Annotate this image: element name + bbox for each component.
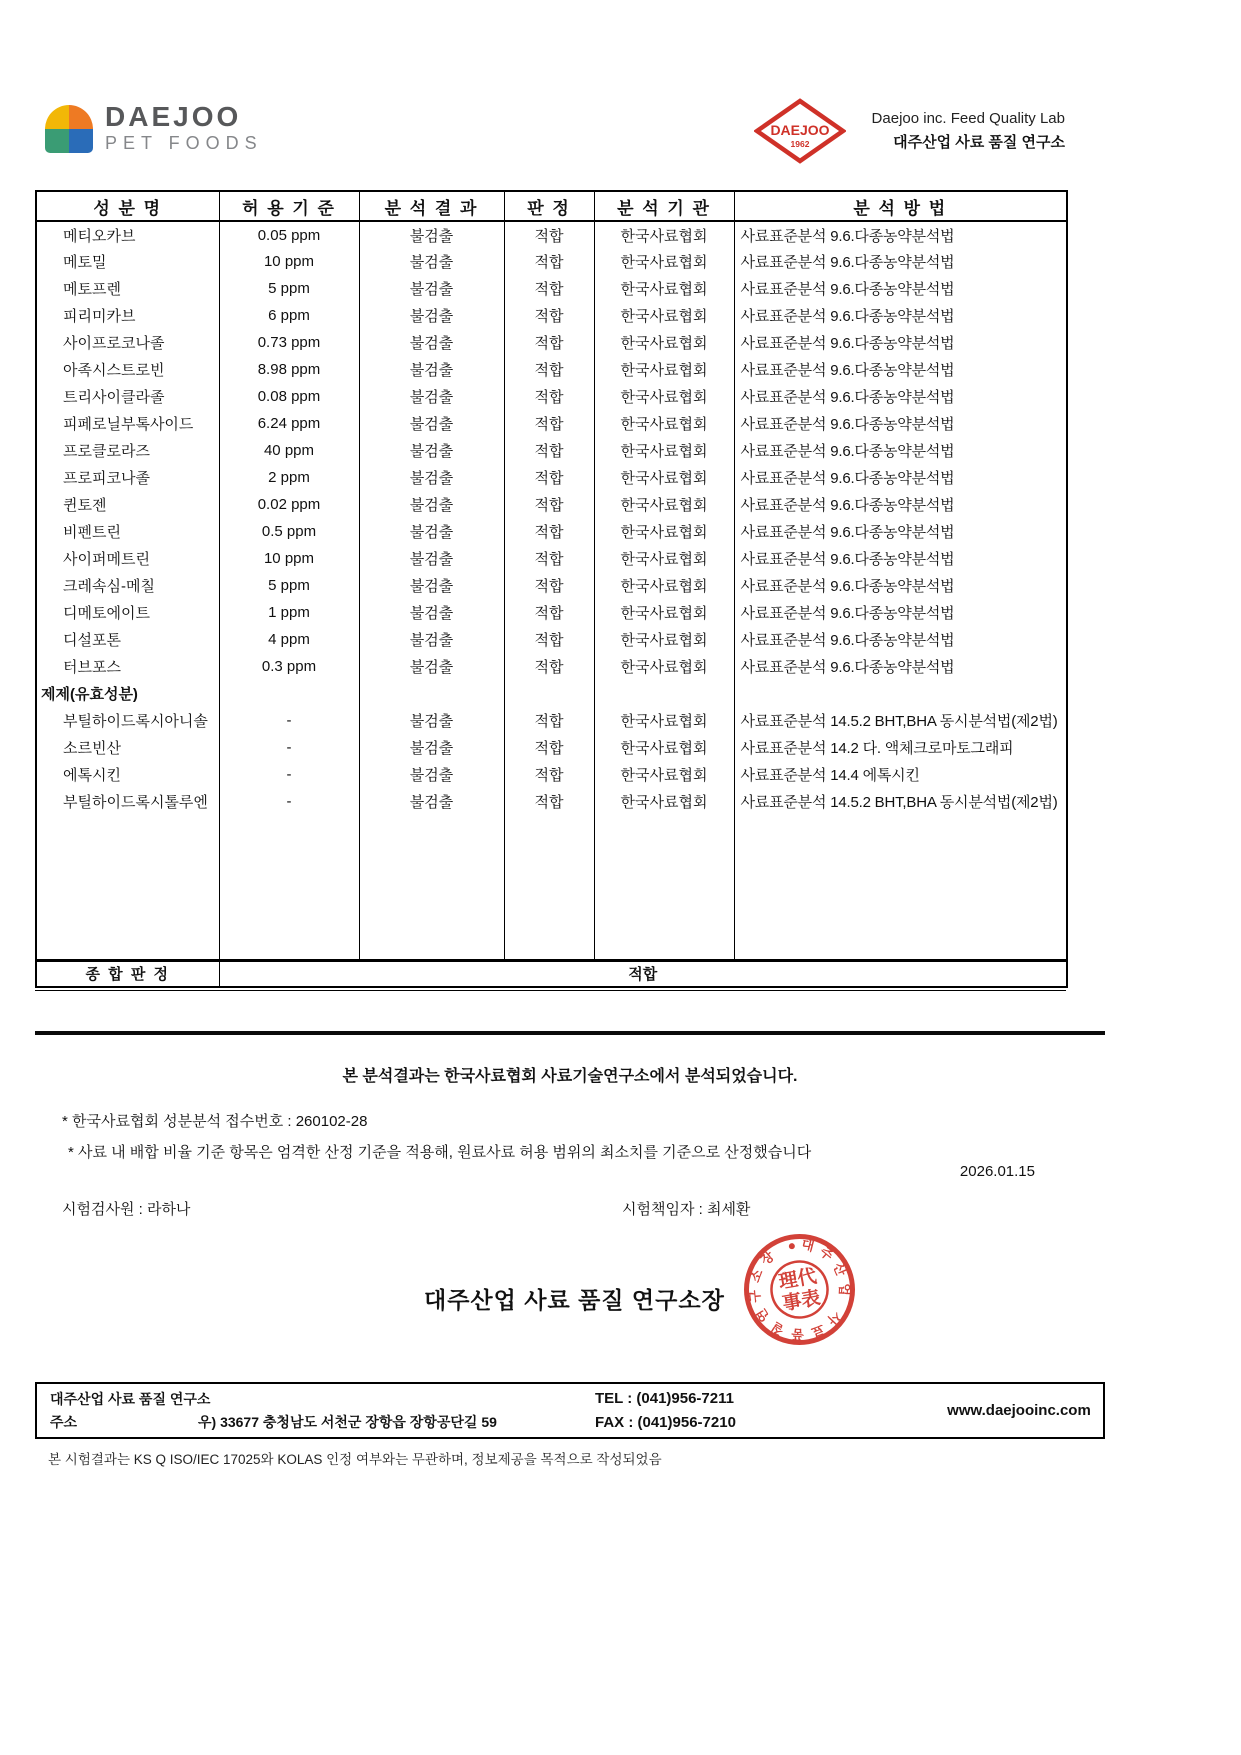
brand-name: DAEJOO [105,101,242,132]
empty-cell [504,815,594,960]
address-value: 우) 33677 충청남도 서천군 장항읍 장항공단길 59 [198,1414,497,1431]
method-value: 사료표준분석 9.6.다종농약분석법 [734,491,1067,518]
judgment-value: 적합 [504,545,594,572]
result-value: 불검출 [359,329,504,356]
footer-disclaimer: 본 시험결과는 KS Q ISO/IEC 17025와 KOLAS 인정 여부와는 무관하며, 정보제공을 목적으로 작성되었음 [48,1452,662,1467]
method-value: 사료표준분석 9.6.다종농약분석법 [734,518,1067,545]
limit-value: 5 ppm [219,572,359,599]
limit-value: 0.73 ppm [219,329,359,356]
agency-value: 한국사료협회 [594,491,734,518]
judgment-value: 적합 [504,491,594,518]
result-value: 불검출 [359,761,504,788]
note-reception-number: * 한국사료협회 성분분석 접수번호 : 260102-28 [62,1113,368,1130]
method-value: 사료표준분석 14.5.2 BHT,BHA 동시분석법(제2법) [734,788,1067,815]
header-agency: 분 석 기 관 [594,191,734,221]
seal-year-text: 1962 [790,139,810,149]
limit-value: 0.02 ppm [219,491,359,518]
empty-cell [734,680,1067,707]
analysis-table-body [36,221,1067,960]
header-row [36,191,1067,221]
limit-value: 2 ppm [219,464,359,491]
table-header [36,191,1067,221]
section-divider [35,1031,1105,1035]
judgment-value: 적합 [504,383,594,410]
note-criteria: * 사료 내 배합 비율 기준 항목은 엄격한 산정 기준을 적용해, 원료사료 허용 범위의 최소치를 기준으로 산정했습니다 [68,1144,812,1161]
limit-value: - [219,707,359,734]
limit-value: 4 ppm [219,626,359,653]
summary-row [36,960,1067,987]
seal-brand-text: DAEJOO [769,122,830,138]
method-value: 사료표준분석 14.5.2 BHT,BHA 동시분석법(제2법) [734,707,1067,734]
result-value: 불검출 [359,248,504,275]
result-value: 불검출 [359,707,504,734]
judgment-value: 적합 [504,464,594,491]
analysis-note: 본 분석결과는 한국사료협회 사료기술연구소에서 분석되었습니다. [342,1068,798,1085]
judgment-value: 적합 [504,518,594,545]
method-value: 사료표준분석 9.6.다종농약분석법 [734,275,1067,302]
judgment-value: 적합 [504,275,594,302]
footer-company: 대주산업 사료 품질 연구소 [50,1390,211,1407]
petfoods-logo-icon [45,105,93,153]
header-result: 분 석 결 과 [359,191,504,221]
component-name: 아족시스트로빈 [63,362,165,379]
summary-value: 적합 [219,960,1067,987]
component-name: 메토프렌 [63,281,121,298]
agency-value: 한국사료협회 [594,275,734,302]
logo-quadrant-green [45,129,69,153]
stamp-top-dot [788,1243,795,1250]
component-name: 피리미카브 [63,308,136,325]
footer-address [50,1412,595,1432]
method-value: 사료표준분석 9.6.다종농약분석법 [734,653,1067,680]
method-value: 사료표준분석 9.6.다종농약분석법 [734,329,1067,356]
result-value: 불검출 [359,491,504,518]
component-name: 메티오카브 [63,227,136,245]
judgment-value: 적합 [504,356,594,383]
table-underline [35,990,1066,991]
agency-value: 한국사료협회 [594,572,734,599]
result-value: 불검출 [359,599,504,626]
judgment-value: 적합 [504,221,594,248]
stamp-inner-line1: 理代 [777,1266,819,1294]
method-value: 사료표준분석 9.6.다종농약분석법 [734,437,1067,464]
lab-names [872,107,1065,155]
header-method: 분 석 방 법 [734,191,1067,221]
official-stamp-icon [733,1223,866,1356]
method-value: 사료표준분석 9.6.다종농약분석법 [734,302,1067,329]
empty-cell [594,680,734,707]
header-component: 성 분 명 [36,191,219,221]
empty-cell [359,680,504,707]
agency-value: 한국사료협회 [594,410,734,437]
empty-cell [219,680,359,707]
method-value: 사료표준분석 9.6.다종농약분석법 [734,221,1067,248]
result-value: 불검출 [359,410,504,437]
component-name: 프로피코나졸 [63,470,150,487]
header-limit: 허 용 기 준 [219,191,359,221]
judgment-value: 적합 [504,734,594,761]
footer-contact-box [35,1382,1105,1439]
component-name: 부틸하이드록시톨루엔 [63,794,208,811]
component-name: 사이프로코나졸 [63,335,165,352]
result-value: 불검출 [359,653,504,680]
lab-name-english: Daejoo inc. Feed Quality Lab [871,110,1065,127]
agency-value: 한국사료협회 [594,734,734,761]
method-value: 사료표준분석 9.6.다종농약분석법 [734,572,1067,599]
table-row [36,410,1067,437]
table-row [36,734,1067,761]
method-value: 사료표준분석 9.6.다종농약분석법 [734,248,1067,275]
limit-value: 6.24 ppm [219,410,359,437]
section-title: 제제(유효성분) [41,686,138,703]
result-value: 불검출 [359,302,504,329]
agency-value: 한국사료협회 [594,707,734,734]
judgment-value: 적합 [504,653,594,680]
method-value: 사료표준분석 9.6.다종농약분석법 [734,599,1067,626]
stamp-inner-line2: 事表 [781,1287,823,1315]
brand-text [105,103,263,155]
method-value: 사료표준분석 9.6.다종농약분석법 [734,383,1067,410]
table-row [36,572,1067,599]
agency-value: 한국사료협회 [594,545,734,572]
agency-value: 한국사료협회 [594,788,734,815]
table-row [36,518,1067,545]
result-value: 불검출 [359,545,504,572]
agency-value: 한국사료협회 [594,653,734,680]
empty-cell [504,680,594,707]
component-name: 크레속심-메칠 [63,578,155,595]
limit-value: 0.08 ppm [219,383,359,410]
section-row [36,680,1067,707]
judgment-value: 적합 [504,572,594,599]
limit-value: - [219,761,359,788]
component-name: 비펜트린 [63,524,121,541]
component-name: 트리사이클라졸 [63,389,165,406]
limit-value: 10 ppm [219,248,359,275]
result-value: 불검출 [359,464,504,491]
component-name: 사이퍼메트린 [63,551,150,568]
component-name: 퀸토젠 [63,497,107,514]
agency-value: 한국사료협회 [594,356,734,383]
component-name: 소르빈산 [63,740,121,757]
method-value: 사료표준분석 9.6.다종농약분석법 [734,545,1067,572]
result-value: 불검출 [359,626,504,653]
result-value: 불검출 [359,788,504,815]
table-row [36,302,1067,329]
agency-value: 한국사료협회 [594,248,734,275]
analysis-table-wrap [35,190,1066,991]
limit-value: 0.5 ppm [219,518,359,545]
method-value: 사료표준분석 9.6.다종농약분석법 [734,356,1067,383]
limit-value: 8.98 ppm [219,356,359,383]
lab-name-korean: 대주산업 사료 품질 연구소 [893,134,1065,151]
summary-label: 종 합 판 정 [36,960,219,987]
judgment-value: 적합 [504,626,594,653]
result-value: 불검출 [359,356,504,383]
table-row [36,383,1067,410]
table-row [36,653,1067,680]
component-name: 디메토에이트 [63,605,150,622]
component-name: 피페로닐부톡사이드 [63,416,194,433]
empty-cell [594,815,734,960]
component-name: 메토밀 [63,254,107,271]
manager-name: 시험책임자 : 최세환 [622,1201,751,1218]
table-row [36,545,1067,572]
agency-value: 한국사료협회 [594,599,734,626]
result-value: 불검출 [359,572,504,599]
table-row [36,707,1067,734]
judgment-value: 적합 [504,707,594,734]
table-row [36,464,1067,491]
judgment-value: 적합 [504,248,594,275]
limit-value: 5 ppm [219,275,359,302]
empty-cell [734,815,1067,960]
agency-value: 한국사료협회 [594,329,734,356]
petfoods-logo [45,103,263,155]
table-row [36,275,1067,302]
agency-value: 한국사료협회 [594,761,734,788]
logo-quadrant-blue [69,129,93,153]
agency-value: 한국사료협회 [594,437,734,464]
judgment-value: 적합 [504,410,594,437]
result-value: 불검출 [359,437,504,464]
method-value: 사료표준분석 9.6.다종농약분석법 [734,626,1067,653]
logo-quadrant-yellow [45,105,69,129]
table-row [36,221,1067,248]
inspector-name: 시험검사원 : 라하나 [62,1201,191,1218]
limit-value: 0.05 ppm [219,221,359,248]
table-row [36,329,1067,356]
header-judgment: 판 정 [504,191,594,221]
notes-block [62,1106,811,1168]
empty-cell [36,815,219,960]
component-name: 디설포톤 [63,632,121,649]
table-row [36,356,1067,383]
result-value: 불검출 [359,221,504,248]
limit-value: 6 ppm [219,302,359,329]
limit-value: 10 ppm [219,545,359,572]
analysis-table [35,190,1068,988]
limit-value: - [219,734,359,761]
signature-title: 대주산업 사료 품질 연구소장 [424,1287,725,1313]
agency-value: 한국사료협회 [594,518,734,545]
report-date: 2026.01.15 [959,1163,1035,1180]
table-row [36,761,1067,788]
result-value: 불검출 [359,383,504,410]
limit-value: 40 ppm [219,437,359,464]
brand-subtitle: PET FOODS [105,133,263,153]
stamp-ring-text: 대주산업 사료품질연구소장 [746,1236,853,1343]
table-row [36,248,1067,275]
table-footer [36,960,1067,987]
result-value: 불검출 [359,275,504,302]
spacer-row [36,815,1067,960]
empty-cell [219,815,359,960]
table-row [36,437,1067,464]
judgment-value: 적합 [504,329,594,356]
table-row [36,788,1067,815]
judgment-value: 적합 [504,599,594,626]
lab-header [754,98,1065,164]
component-name: 에톡시킨 [63,767,121,784]
method-value: 사료표준분석 9.6.다종농약분석법 [734,410,1067,437]
empty-cell [359,815,504,960]
address-label: 주소 [50,1414,78,1431]
judgment-value: 적합 [504,788,594,815]
method-value: 사료표준분석 14.2 다. 액체크로마토그래피 [734,734,1067,761]
footer-website: www.daejooinc.com [947,1402,1091,1419]
table-row [36,599,1067,626]
limit-value: 0.3 ppm [219,653,359,680]
table-row [36,626,1067,653]
limit-value: - [219,788,359,815]
daejoo-diamond-seal-icon [754,98,846,164]
agency-value: 한국사료협회 [594,383,734,410]
component-name: 터브포스 [63,659,121,676]
method-value: 사료표준분석 14.4 에톡시킨 [734,761,1067,788]
table-row [36,491,1067,518]
result-value: 불검출 [359,734,504,761]
agency-value: 한국사료협회 [594,302,734,329]
logo-quadrant-orange [69,105,93,129]
result-value: 불검출 [359,518,504,545]
agency-value: 한국사료협회 [594,626,734,653]
limit-value: 1 ppm [219,599,359,626]
judgment-value: 적합 [504,437,594,464]
method-value: 사료표준분석 9.6.다종농약분석법 [734,464,1067,491]
component-name: 프로클로라즈 [63,443,150,460]
component-name: 부틸하이드록시아니솔 [63,713,208,730]
footer-tel: TEL : (041)956-7211 [595,1390,734,1408]
judgment-value: 적합 [504,761,594,788]
agency-value: 한국사료협회 [594,464,734,491]
judgment-value: 적합 [504,302,594,329]
footer-fax: FAX : (041)956-7210 [595,1413,736,1431]
agency-value: 한국사료협회 [594,221,734,248]
